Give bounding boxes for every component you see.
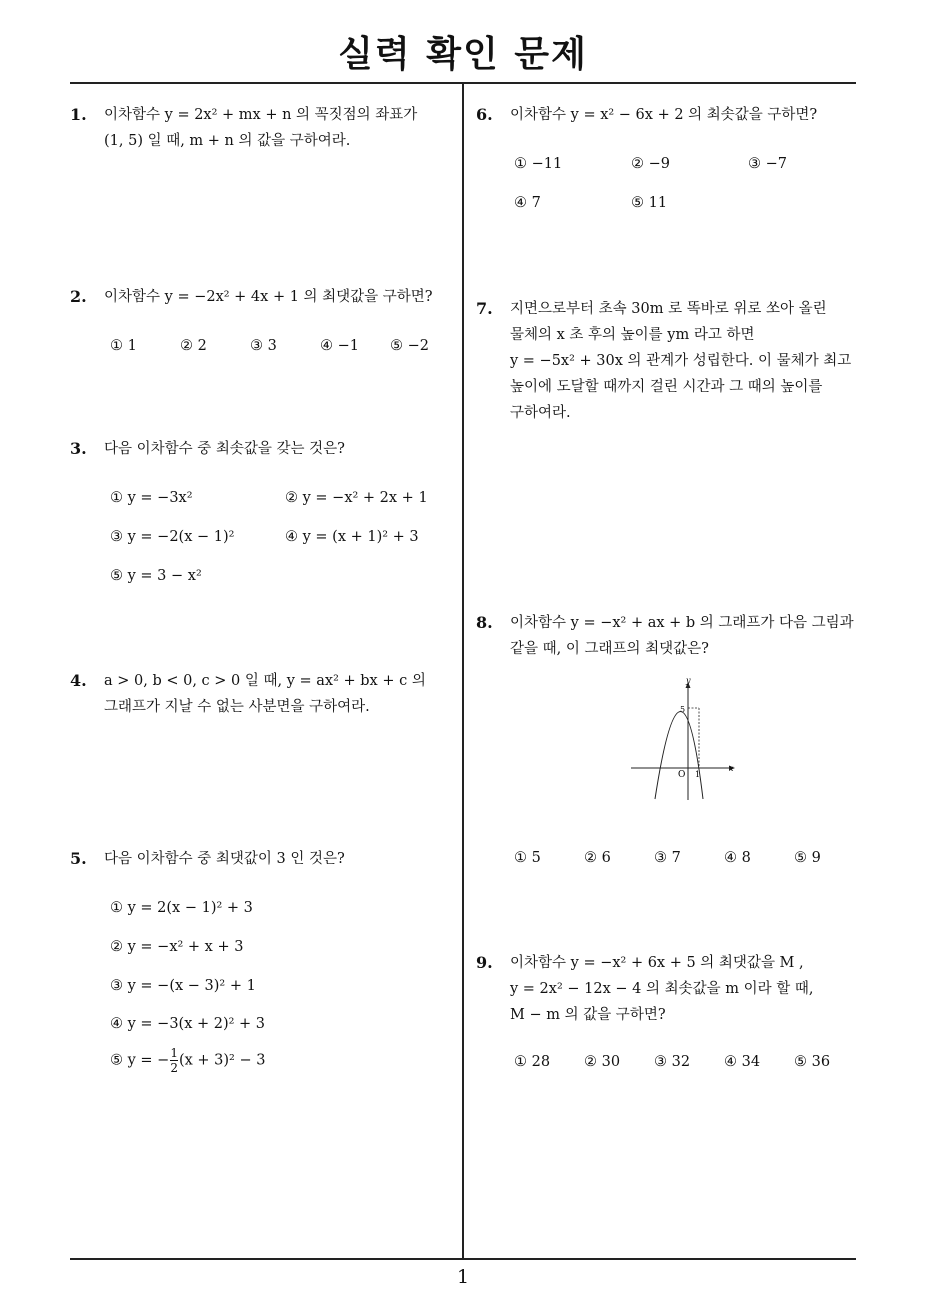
question-number: 8. [476, 613, 493, 632]
option-text: (x + 3)² − 3 [178, 1052, 266, 1069]
question-number: 7. [476, 299, 493, 318]
option-2[interactable]: ② y = −x² + 2x + 1 [285, 490, 428, 506]
question-number: 1. [70, 105, 87, 124]
parabola-curve [655, 712, 703, 800]
option-text: ⑤ y = − [110, 1052, 170, 1069]
question-text: 다음 이차함수 중 최댓값이 3 인 것은? [104, 851, 345, 867]
question-1 [70, 102, 417, 154]
origin-label: O [678, 770, 686, 780]
page-number: 1 [456, 1266, 470, 1288]
option-1[interactable]: ① 5 [514, 850, 541, 866]
option-2[interactable]: ② 6 [584, 850, 611, 866]
question-3 [70, 436, 345, 462]
page-title: 실력 확인 문제 [338, 34, 588, 75]
question-number: 5. [70, 849, 87, 868]
option-2[interactable]: ② 2 [180, 338, 207, 354]
option-5[interactable]: ⑤ 9 [794, 850, 821, 866]
bottom-rule [70, 1258, 856, 1260]
option-3[interactable]: ③ 7 [654, 850, 681, 866]
question-text: 구하여라. [510, 405, 571, 421]
option-1[interactable]: ① y = −3x² [110, 490, 193, 506]
option-2[interactable]: ② 30 [584, 1054, 621, 1070]
question-text: y = 2x² − 12x − 4 의 최솟값을 m 이라 할 때, [510, 981, 814, 997]
column-divider [462, 83, 464, 1259]
x-axis-label: x [729, 764, 734, 773]
question-6 [476, 102, 817, 128]
question-number: 6. [476, 105, 493, 124]
fraction [170, 1046, 178, 1075]
option-1[interactable]: ① y = 2(x − 1)² + 3 [110, 900, 253, 916]
question-text: 이차함수 y = 2x² + mx + n 의 꼭짓점의 좌표가 [104, 107, 418, 123]
question-7 [476, 296, 851, 426]
question-text: 이차함수 y = −2x² + 4x + 1 의 최댓값을 구하면? [104, 289, 433, 305]
option-3[interactable]: ③ −7 [748, 156, 787, 172]
question-number: 3. [70, 439, 87, 458]
question-text: M − m 의 값을 구하면? [510, 1007, 666, 1023]
question-text: 이차함수 y = −x² + 6x + 5 의 최댓값을 M , [510, 955, 804, 971]
question-2 [70, 284, 433, 310]
y-tick-label: 5 [680, 705, 686, 714]
option-3[interactable]: ③ 3 [250, 338, 277, 354]
option-5[interactable]: ⑤ 36 [794, 1054, 831, 1070]
question-number: 9. [476, 953, 493, 972]
question-number: 2. [70, 287, 87, 306]
fraction-denominator: 2 [170, 1061, 178, 1075]
option-3[interactable]: ③ 32 [654, 1054, 691, 1070]
question-text: 이차함수 y = −x² + ax + b 의 그래프가 다음 그림과 [510, 615, 854, 631]
question-text: 물체의 x 초 후의 높이를 ym 라고 하면 [510, 327, 755, 343]
parabola-graph [625, 674, 745, 804]
question-text: 그래프가 지날 수 없는 사분면을 구하여라. [104, 699, 370, 715]
option-5[interactable]: ⑤ y = 3 − x² [110, 568, 202, 584]
x-tick-label: 1 [695, 770, 701, 779]
option-5[interactable] [110, 1046, 265, 1075]
fraction-numerator: 1 [170, 1046, 178, 1060]
option-4[interactable]: ④ y = −3(x + 2)² + 3 [110, 1016, 266, 1032]
option-1[interactable]: ① −11 [514, 156, 563, 172]
question-text: 높이에 도달할 때까지 걸린 시간과 그 때의 높이를 [510, 379, 823, 395]
option-3[interactable]: ③ y = −(x − 3)² + 1 [110, 978, 256, 994]
question-text: 다음 이차함수 중 최솟값을 갖는 것은? [104, 441, 345, 457]
question-text: y = −5x² + 30x 의 관계가 성립한다. 이 물체가 최고 [510, 353, 852, 369]
option-5[interactable]: ⑤ 11 [631, 195, 668, 211]
option-2[interactable]: ② y = −x² + x + 3 [110, 939, 244, 955]
question-text: (1, 5) 일 때, m + n 의 값을 구하여라. [104, 133, 351, 149]
option-2[interactable]: ② −9 [631, 156, 670, 172]
question-number: 4. [70, 671, 87, 690]
question-text: 같을 때, 이 그래프의 최댓값은? [510, 641, 709, 657]
option-4[interactable]: ④ 8 [724, 850, 751, 866]
question-text: a > 0, b < 0, c > 0 일 때, y = ax² + bx + c 의 [104, 673, 426, 689]
option-4[interactable]: ④ 34 [724, 1054, 761, 1070]
question-text: 지면으로부터 초속 30m 로 똑바로 위로 쏘아 올린 [510, 301, 827, 317]
y-axis-label: y [686, 676, 691, 685]
option-4[interactable]: ④ 7 [514, 195, 541, 211]
option-5[interactable]: ⑤ −2 [390, 338, 429, 354]
question-9 [476, 950, 813, 1028]
question-5 [70, 846, 345, 872]
question-4 [70, 668, 426, 720]
option-1[interactable]: ① 28 [514, 1054, 551, 1070]
option-4[interactable]: ④ y = (x + 1)² + 3 [285, 529, 419, 545]
option-3[interactable]: ③ y = −2(x − 1)² [110, 529, 235, 545]
option-1[interactable]: ① 1 [110, 338, 137, 354]
question-text: 이차함수 y = x² − 6x + 2 의 최솟값을 구하면? [510, 107, 818, 123]
question-8 [476, 610, 854, 662]
option-4[interactable]: ④ −1 [320, 338, 359, 354]
